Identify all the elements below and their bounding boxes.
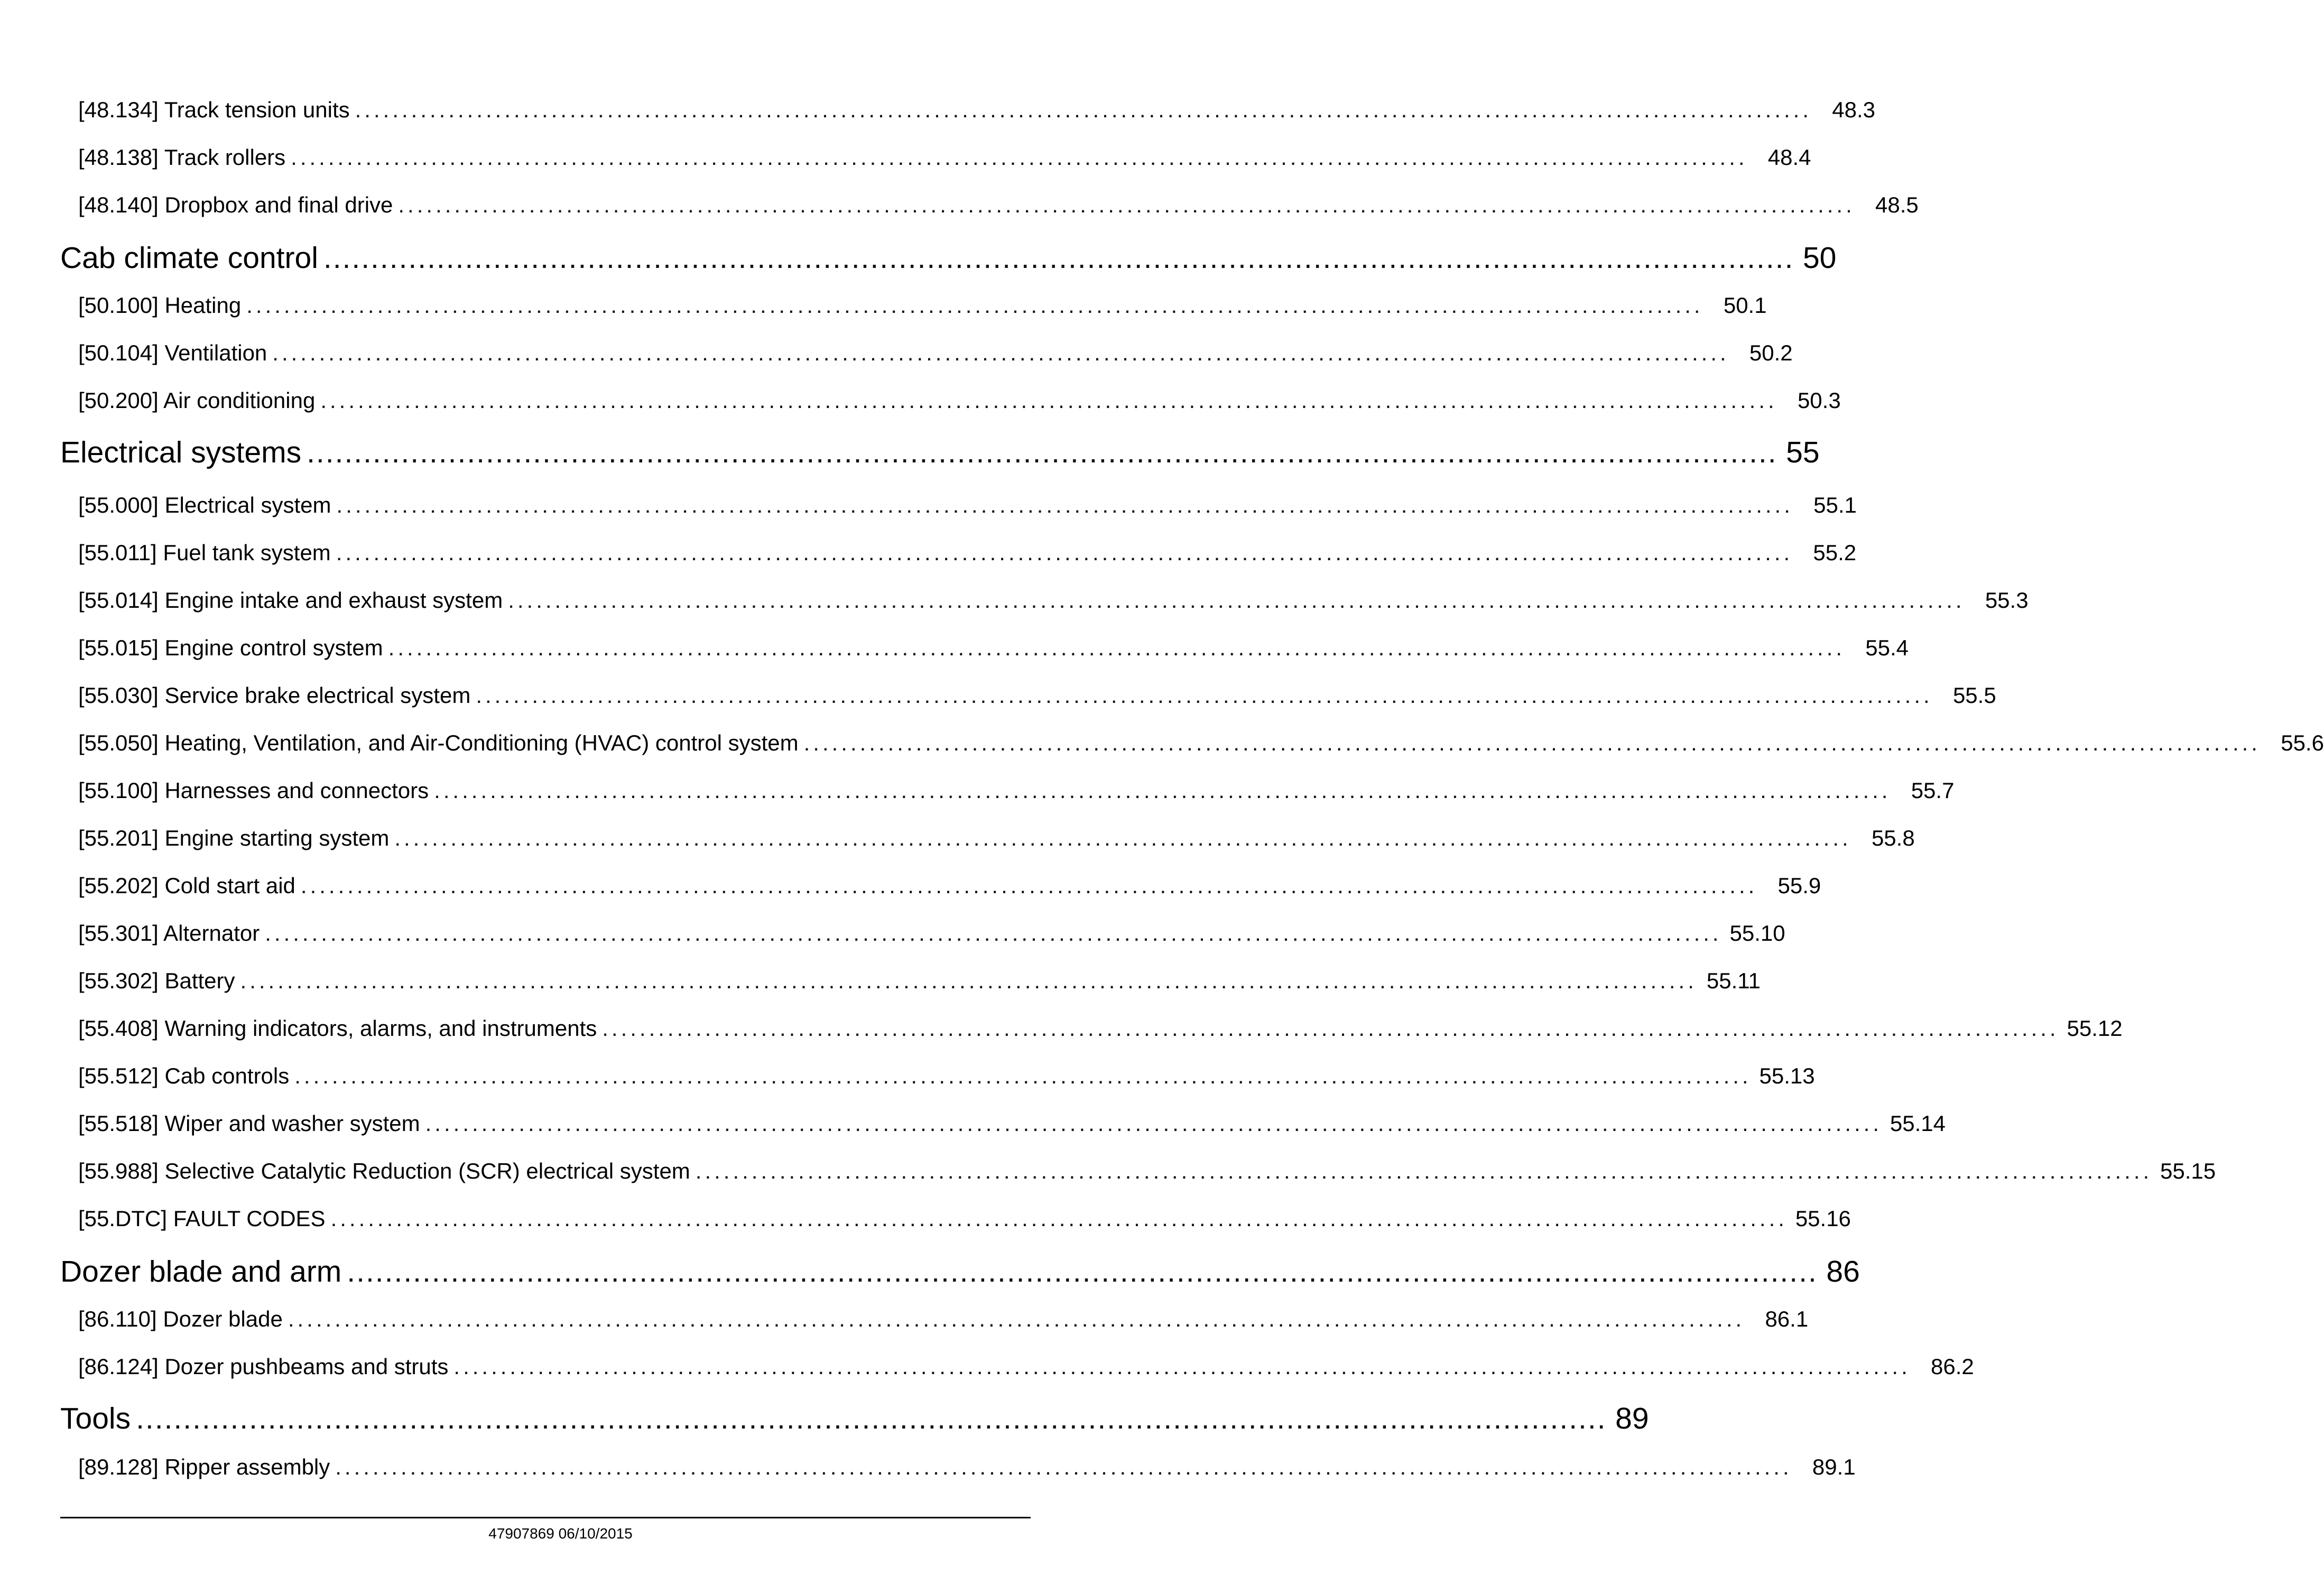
toc-entry-title: [86.124] Dozer pushbeams and struts xyxy=(78,1354,449,1379)
toc-entry[interactable] xyxy=(78,1203,1851,1235)
toc-entry[interactable] xyxy=(78,1060,1815,1092)
toc-entry-page: 48.3 xyxy=(1832,97,1875,122)
dot-leader: ............................................................................................................................................................ xyxy=(288,1306,1745,1331)
dot-leader: ............................................................................................................................................................ xyxy=(398,192,1855,217)
toc-entry-page: 55.8 xyxy=(1871,826,1915,850)
toc-entry-page: 55.6 xyxy=(2281,730,2324,755)
dot-leader: ............................................................................................................................................................ xyxy=(307,435,1777,469)
toc-entry[interactable] xyxy=(78,965,1761,997)
toc-entry-page: 55.9 xyxy=(1777,873,1821,898)
toc-chapter-title: Dozer blade and arm xyxy=(60,1255,342,1289)
dot-leader: ............................................................................................................................................................ xyxy=(434,778,1891,803)
toc-chapter-page: 89 xyxy=(1615,1402,1649,1435)
toc-entry-title: [55.000] Electrical system xyxy=(78,493,331,517)
toc-entry-title: [55.988] Selective Catalytic Reduction (SCR) electrical system xyxy=(78,1158,690,1183)
toc-chapter-title: Tools xyxy=(60,1402,131,1435)
toc-chapter-page: 50 xyxy=(1802,241,1837,275)
dot-leader: ............................................................................................................................................................ xyxy=(323,241,1794,275)
toc-entry-page: 48.5 xyxy=(1875,192,1919,217)
toc-entry-page: 55.4 xyxy=(1865,635,1909,660)
toc-entry-title: [55.100] Harnesses and connectors xyxy=(78,778,429,803)
dot-leader: ............................................................................................................................................................ xyxy=(335,1454,1792,1479)
dot-leader: ............................................................................................................................................................ xyxy=(347,1255,1818,1289)
toc-entry-page: 86.2 xyxy=(1931,1354,1974,1379)
toc-entry-title: [55.202] Cold start aid xyxy=(78,873,295,898)
toc-entry[interactable] xyxy=(78,775,1955,807)
toc-entry-title: [55.DTC] FAULT CODES xyxy=(78,1206,326,1231)
toc-entry-title: [55.301] Alternator xyxy=(78,921,260,946)
toc-entry-page: 55.10 xyxy=(1729,921,1785,946)
dot-leader: ............................................................................................................................................................ xyxy=(136,1402,1607,1435)
dot-leader: ............................................................................................................................................................ xyxy=(336,540,1793,565)
toc-entry[interactable] xyxy=(78,1013,2123,1044)
dot-leader: ............................................................................................................................................................ xyxy=(388,635,1846,660)
dot-leader: ............................................................................................................................................................ xyxy=(453,1354,1911,1379)
toc-entry-page: 48.4 xyxy=(1767,145,1811,170)
toc-entry-page: 55.1 xyxy=(1813,493,1857,517)
toc-entry-title: [48.134] Track tension units xyxy=(78,97,350,122)
toc-entry[interactable] xyxy=(78,1108,1946,1139)
dot-leader: ............................................................................................................................................................ xyxy=(355,97,1812,122)
toc-entry-page: 55.7 xyxy=(1911,778,1955,803)
toc-entry[interactable] xyxy=(78,385,1841,416)
toc-chapter-title: Cab climate control xyxy=(60,241,318,275)
toc-entry-page: 55.5 xyxy=(1952,683,1996,708)
toc-chapter[interactable] xyxy=(60,1397,1649,1440)
toc-entry-page: 55.2 xyxy=(1813,540,1857,565)
toc-entry-title: [55.030] Service brake electrical system xyxy=(78,683,471,708)
toc-entry[interactable] xyxy=(78,290,1767,321)
toc-entry-title: [55.518] Wiper and washer system xyxy=(78,1111,420,1136)
toc-chapter-title: Electrical systems xyxy=(60,435,302,469)
toc-entry-page: 55.16 xyxy=(1795,1206,1851,1231)
toc-entry-page: 86.1 xyxy=(1765,1306,1809,1331)
dot-leader: ............................................................................................................................................................ xyxy=(602,1016,2059,1041)
toc-chapter[interactable] xyxy=(60,1250,1860,1293)
toc-entry[interactable] xyxy=(78,822,1915,854)
toc-entry-title: [50.200] Air conditioning xyxy=(78,388,316,413)
toc-entry[interactable] xyxy=(78,585,2029,616)
toc-entry[interactable] xyxy=(78,94,1875,126)
toc-entry-page: 55.11 xyxy=(1706,968,1761,993)
toc-entry-title: [55.011] Fuel tank system xyxy=(78,540,331,565)
toc-entry-title: [48.138] Track rollers xyxy=(78,145,286,170)
dot-leader: ............................................................................................................................................................ xyxy=(425,1111,1882,1136)
toc-entry-page: 50.1 xyxy=(1723,293,1767,318)
toc-entry[interactable] xyxy=(78,727,2324,759)
toc-chapter[interactable] xyxy=(60,237,1837,279)
toc-entry[interactable] xyxy=(78,537,1857,569)
toc-entry-title: [50.100] Heating xyxy=(78,293,242,318)
toc-entry[interactable] xyxy=(78,870,1821,902)
toc-entry-page: 50.2 xyxy=(1749,340,1793,365)
toc-entry[interactable] xyxy=(78,489,1857,521)
dot-leader: ............................................................................................................................................................ xyxy=(246,293,1703,318)
toc-entry-page: 55.13 xyxy=(1759,1063,1815,1088)
toc-entry-title: [55.014] Engine intake and exhaust system xyxy=(78,588,503,613)
toc-entry[interactable] xyxy=(78,1155,2216,1187)
toc-entry[interactable] xyxy=(78,337,1793,369)
toc-chapter[interactable] xyxy=(60,431,1820,474)
toc-entry-title: [55.201] Engine starting system xyxy=(78,826,390,850)
toc-entry-title: [50.104] Ventilation xyxy=(78,340,267,365)
dot-leader: ............................................................................................................................................................ xyxy=(330,1206,1788,1231)
dot-leader: ............................................................................................................................................................ xyxy=(320,388,1777,413)
dot-leader: ............................................................................................................................................................ xyxy=(294,1063,1752,1088)
toc-entry-title: [86.110] Dozer blade xyxy=(78,1306,283,1331)
toc-entry[interactable] xyxy=(78,632,1909,664)
dot-leader: ............................................................................................................................................................ xyxy=(508,588,1965,613)
toc-entry-title: [89.128] Ripper assembly xyxy=(78,1454,330,1479)
toc-entry-page: 55.15 xyxy=(2160,1158,2216,1183)
toc-chapter-page: 55 xyxy=(1786,435,1820,469)
footer-doc-ref: 47907869 06/10/2015 xyxy=(488,1525,633,1542)
toc-entry-title: [55.050] Heating, Ventilation, and Air-Conditioning (HVAC) control system xyxy=(78,730,799,755)
toc-entry-page: 55.12 xyxy=(2067,1016,2123,1041)
toc-entry-title: [55.408] Warning indicators, alarms, and instruments xyxy=(78,1016,597,1041)
toc-entry-page: 89.1 xyxy=(1812,1454,1856,1479)
dot-leader: ............................................................................................................................................................ xyxy=(695,1158,2153,1183)
dot-leader: ............................................................................................................................................................ xyxy=(240,968,1697,993)
dot-leader: ............................................................................................................................................................ xyxy=(336,493,1793,517)
toc-entry-title: [48.140] Dropbox and final drive xyxy=(78,192,393,217)
toc-chapter-page: 86 xyxy=(1826,1255,1860,1289)
dot-leader: ............................................................................................................................................................ xyxy=(272,340,1729,365)
toc-entry[interactable] xyxy=(78,1451,1856,1483)
footer-rule xyxy=(60,1517,1031,1518)
toc-entry[interactable] xyxy=(78,680,1996,711)
toc-entry[interactable] xyxy=(78,1351,1974,1383)
toc-entry[interactable] xyxy=(78,142,1811,173)
toc-entry-title: [55.302] Battery xyxy=(78,968,235,993)
dot-leader: ............................................................................................................................................................ xyxy=(394,826,1851,850)
dot-leader: ............................................................................................................................................................ xyxy=(265,921,1722,946)
dot-leader: ............................................................................................................................................................ xyxy=(291,145,1748,170)
toc-entry-title: [55.015] Engine control system xyxy=(78,635,383,660)
dot-leader: ............................................................................................................................................................ xyxy=(803,730,2261,755)
toc-entry-page: 55.3 xyxy=(1985,588,2029,613)
toc-entry[interactable] xyxy=(78,189,1919,221)
toc-entry[interactable] xyxy=(78,917,1785,949)
toc-entry-page: 50.3 xyxy=(1797,388,1841,413)
toc-entry-page: 55.14 xyxy=(1890,1111,1946,1136)
toc-entry[interactable] xyxy=(78,1303,1809,1335)
dot-leader: ............................................................................................................................................................ xyxy=(300,873,1758,898)
toc-entry-title: [55.512] Cab controls xyxy=(78,1063,290,1088)
dot-leader: ............................................................................................................................................................ xyxy=(476,683,1933,708)
